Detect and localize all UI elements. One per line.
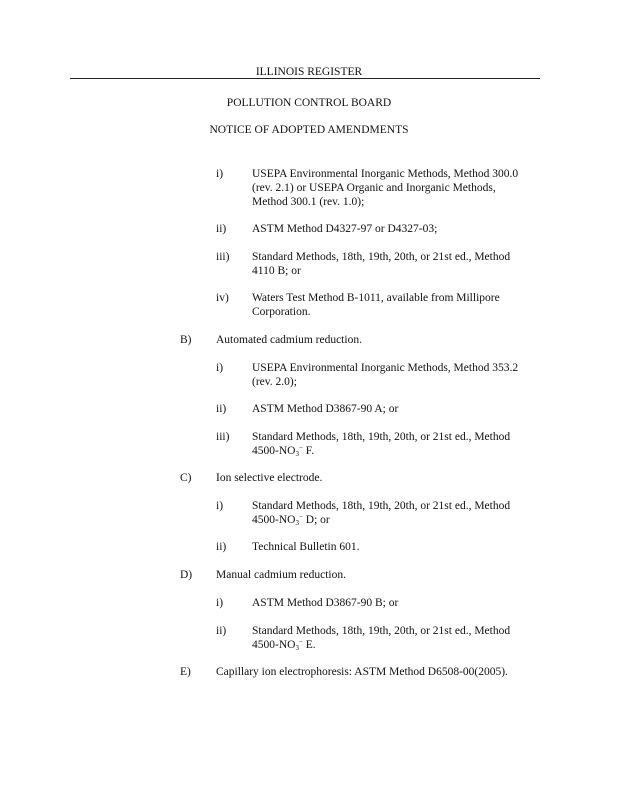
method-suffix: E. — [302, 639, 316, 651]
item-number: iii) — [216, 251, 230, 263]
item-text: Standard Methods, 18th, 19th, 20th, or 21st ed., Method — [252, 625, 511, 637]
board-title: POLLUTION CONTROL BOARD — [226, 97, 392, 109]
subscript: 3 — [295, 519, 299, 527]
item-text: Method 300.1 (rev. 1.0); — [252, 196, 365, 208]
method-suffix: F. — [302, 445, 315, 457]
notice-title: NOTICE OF ADOPTED AMENDMENTS — [209, 124, 409, 136]
item-number: i) — [216, 168, 224, 180]
item-number: ii) — [216, 403, 227, 415]
method-code: 4500-NO — [252, 445, 296, 457]
subscript: 3 — [295, 644, 299, 652]
section-letter: C) — [180, 472, 192, 484]
section-letter: B) — [180, 334, 192, 346]
item-number: i) — [216, 500, 224, 512]
item-number: iv) — [216, 292, 229, 304]
section-title: Capillary ion electrophoresis: ASTM Method D6508-00(2005). — [216, 666, 508, 678]
method-code: 4500-NO — [252, 514, 296, 526]
section-title: Manual cadmium reduction. — [216, 569, 346, 581]
item-text: USEPA Environmental Inorganic Methods, Method 353.2 — [252, 362, 519, 374]
subscript: 3 — [295, 450, 299, 458]
item-text: Standard Methods, 18th, 19th, 20th, or 21st ed., Method — [252, 431, 511, 443]
section-title: Automated cadmium reduction. — [216, 334, 362, 346]
item-text: (rev. 2.1) or USEPA Organic and Inorganic Methods, — [252, 182, 496, 194]
item-number: i) — [216, 362, 224, 374]
section-title: Ion selective electrode. — [216, 472, 323, 484]
superscript: − — [298, 513, 303, 521]
item-text: Technical Bulletin 601. — [252, 541, 360, 553]
item-text: Standard Methods, 18th, 19th, 20th, or 21st ed., Method — [252, 500, 511, 512]
superscript: − — [298, 638, 303, 646]
item-number: ii) — [216, 625, 227, 637]
item-text — [252, 513, 330, 527]
superscript: − — [298, 444, 303, 452]
item-number: iii) — [216, 431, 230, 443]
item-text: Waters Test Method B-1011, available from Millipore — [252, 292, 500, 304]
item-text: USEPA Environmental Inorganic Methods, Method 300.0 — [252, 168, 519, 180]
register-title: ILLINOIS REGISTER — [255, 66, 363, 78]
section-letter: E) — [180, 666, 191, 678]
item-text — [252, 444, 314, 458]
item-text — [252, 638, 316, 652]
item-text: ASTM Method D3867-90 A; or — [252, 403, 399, 415]
item-number: ii) — [216, 541, 227, 553]
item-text: ASTM Method D4327-97 or D4327-03; — [252, 223, 438, 235]
method-code: 4500-NO — [252, 639, 296, 651]
item-text: 4110 B; or — [252, 265, 301, 277]
item-text: (rev. 2.0); — [252, 376, 297, 388]
item-number: ii) — [216, 223, 227, 235]
header-rule — [70, 78, 540, 79]
section-letter: D) — [180, 569, 193, 581]
item-text: ASTM Method D3867-90 B; or — [252, 597, 399, 609]
item-number: i) — [216, 597, 224, 609]
method-suffix: D; or — [302, 514, 330, 526]
item-text: Standard Methods, 18th, 19th, 20th, or 21st ed., Method — [252, 251, 511, 263]
item-text: Corporation. — [252, 306, 311, 318]
